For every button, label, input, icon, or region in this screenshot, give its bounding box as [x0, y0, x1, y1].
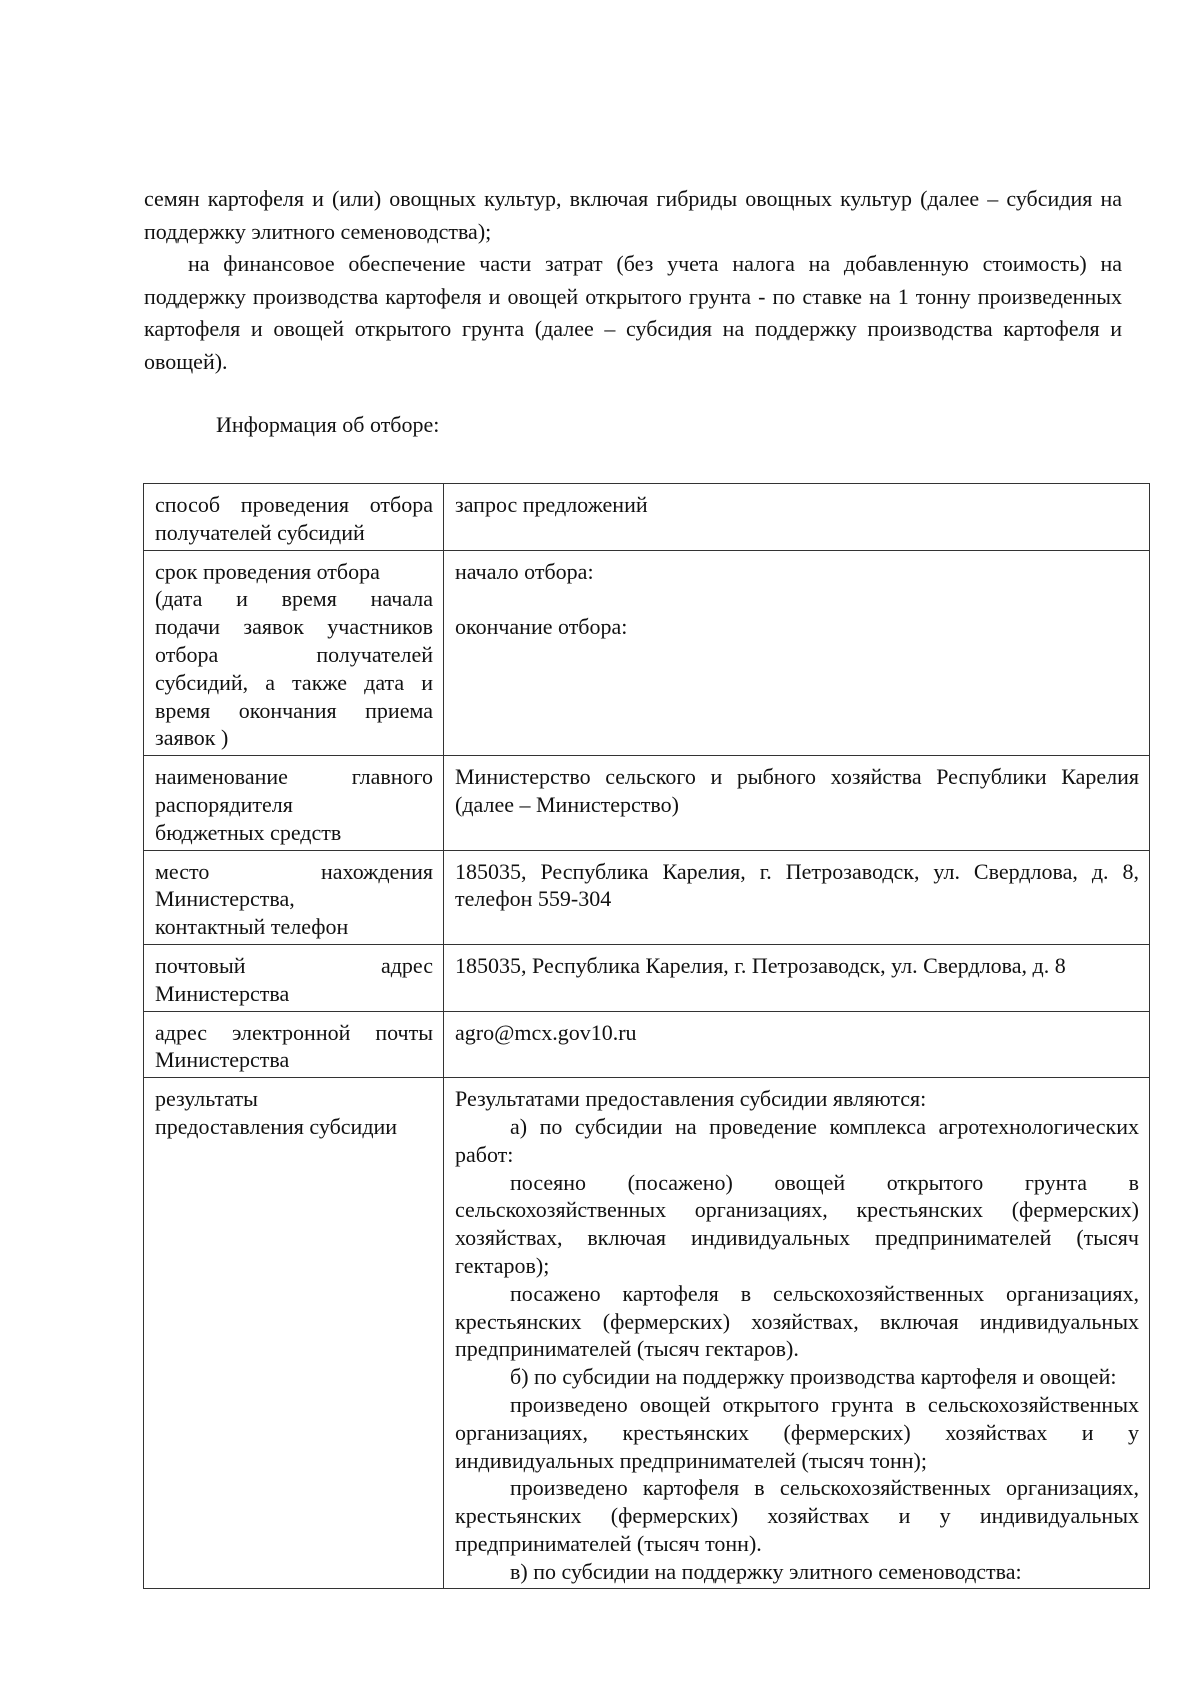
row-label: способ проведения отбора получателей субсидий	[144, 484, 444, 551]
intro-paragraph-2: на финансовое обеспечение части затрат (без учета налога на добавленную стоимость) на поддержку производства картофеля и овощей открытого грунта - по ставке на 1 тонну произведенных картофеля и овощей открытого грунта (далее – субсидия на поддержку производства картофеля и овощей).	[144, 251, 1122, 374]
table-row	[144, 484, 1150, 551]
row-label: наименование главного распорядителя бюджетных средств	[144, 756, 444, 850]
selection-start: начало отбора:	[455, 558, 594, 584]
results-item: произведено картофеля в сельскохозяйственных организациях, крестьянских (фермерских) хозяйствах и у индивидуальных предпринимателей (тысяч тонн).	[455, 1475, 1139, 1556]
results-item: произведено овощей открытого грунта в сельскохозяйственных организациях, крестьянских (фермерских) хозяйствах и у индивидуальных предпринимателей (тысяч тонн);	[455, 1391, 1139, 1473]
row-label: результаты предоставления субсидии	[144, 1078, 444, 1589]
table-row	[144, 1011, 1150, 1078]
table-row	[144, 850, 1150, 944]
table-row	[144, 550, 1150, 756]
results-item: посеяно (посажено) овощей открытого грунта в сельскохозяйственных организациях, крестьянских (фермерских) хозяйствах, включая индивидуальных предпринимателей (тысяч гектаров);	[455, 1169, 1139, 1278]
row-value: Министерство сельского и рыбного хозяйства Республики Карелия (далее – Министерство)	[444, 756, 1150, 850]
intro-paragraph-1: семян картофеля и (или) овощных культур, включая гибриды овощных культур (далее – субсидия на поддержку элитного семеноводства);	[144, 186, 1122, 244]
row-label: место нахождения Министерства, контактный телефон	[144, 850, 444, 944]
row-value: запрос предложений	[444, 484, 1150, 551]
results-intro: Результатами предоставления субсидии являются:	[455, 1086, 927, 1112]
row-value: 185035, Республика Карелия, г. Петрозаводск, ул. Свердлова, д. 8	[444, 944, 1150, 1011]
row-value: 185035, Республика Карелия, г. Петрозаводск, ул. Свердлова, д. 8, телефон 559-304	[444, 850, 1150, 944]
table-row	[144, 944, 1150, 1011]
table-row	[144, 1078, 1150, 1589]
results-item: а) по субсидии на проведение комплекса агротехнологических работ:	[455, 1113, 1139, 1167]
results-value	[444, 1078, 1150, 1589]
row-label: адрес электронной почты Министерства	[144, 1011, 444, 1078]
intro-text	[144, 183, 1122, 378]
table-row	[144, 756, 1150, 850]
selection-info-table	[143, 483, 1150, 1589]
section-heading: Информация об отборе:	[216, 412, 440, 437]
results-item: б) по субсидии на поддержку производства картофеля и овощей:	[510, 1364, 1117, 1390]
row-label: почтовый адрес Министерства	[144, 944, 444, 1011]
row-value	[444, 550, 1150, 756]
email-value: agro@mcx.gov10.ru	[444, 1011, 1150, 1078]
row-label: срок проведения отбора (дата и время начала подачи заявок участников отбора получателей субсидий, а также дата и время окончания приема заявок )	[144, 550, 444, 756]
results-item: посажено картофеля в сельскохозяйственных организациях, крестьянских (фермерских) хозяйствах, включая индивидуальных предпринимателей (тысяч гектаров).	[455, 1280, 1139, 1362]
results-item: в) по субсидии на поддержку элитного семеноводства:	[510, 1558, 1022, 1584]
selection-end: окончание отбора:	[455, 614, 628, 640]
